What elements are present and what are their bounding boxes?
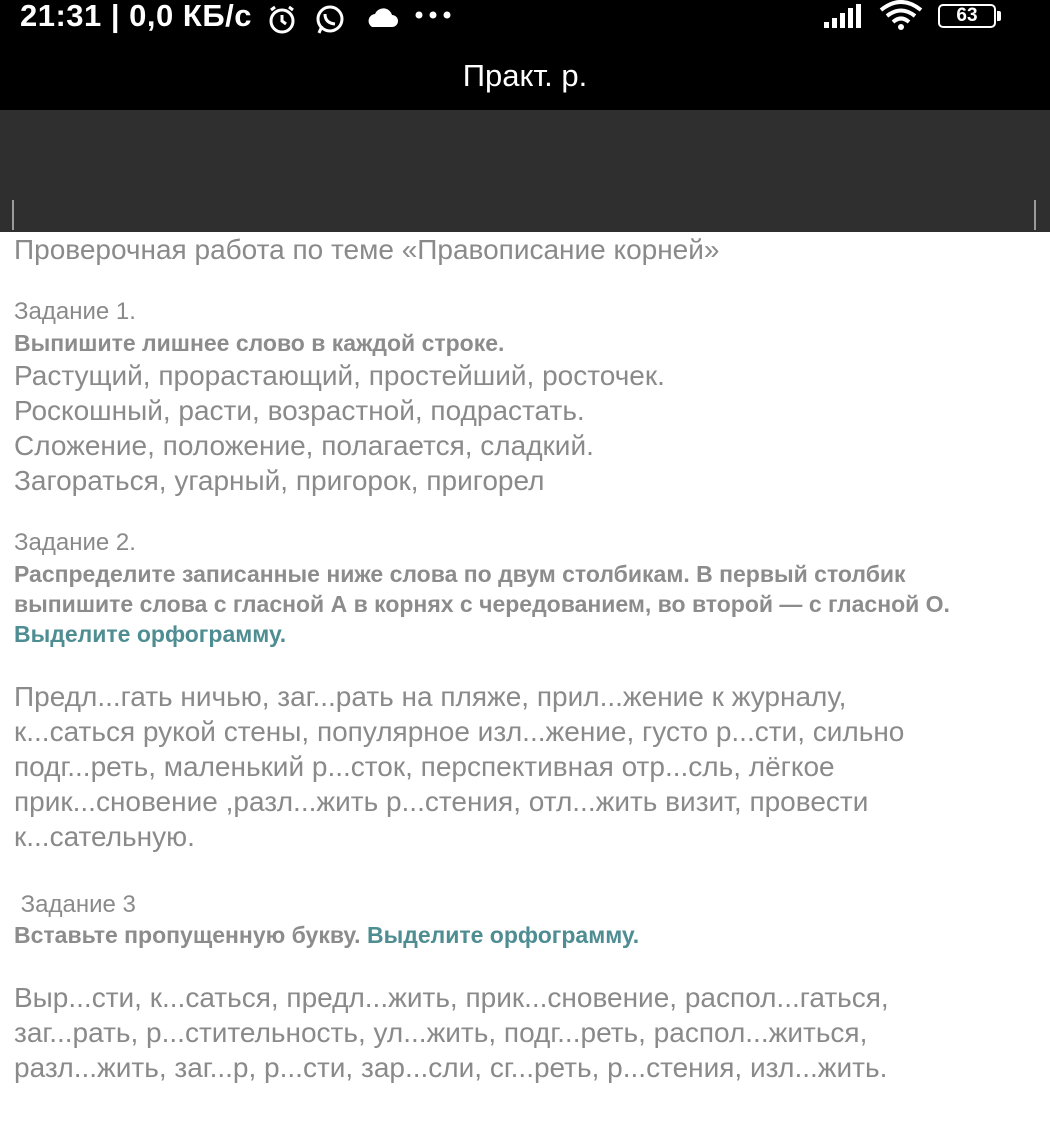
task3-text-line: разл...жить, заг...р, р...сти, зар...сли, сг...реть, р...стения, изл...жить. <box>14 1052 888 1083</box>
page-edge-left <box>12 200 14 230</box>
task2-text-line: к...саться рукой стены, популярное изл...жение, густо р...сти, сильно <box>14 716 905 747</box>
wifi-icon <box>878 0 924 30</box>
task2-text-line: Предл...гать ничью, заг...рать на пляже, прил...жение к журналу, <box>14 681 847 712</box>
task3-text-line: Выр...сти, к...саться, предл...жить, прик...сновение, распол...гаться, <box>14 982 889 1013</box>
task2-label: Задание 2. <box>14 529 136 556</box>
task1-label: Задание 1. <box>14 298 136 325</box>
task3-text-line: заг...рать, р...стительность, ул...жить, подг...реть, распол...житься, <box>14 1017 868 1048</box>
app-title: Практ. р. <box>462 58 588 93</box>
app-bar <box>0 40 1050 110</box>
task1-line: Сложение, положение, полагается, сладкий. <box>14 430 594 461</box>
document-toolbar <box>0 110 1050 232</box>
task1-line: Роскошный, расти, возрастной, подрастать. <box>14 395 585 426</box>
battery-level: 63 <box>956 5 978 26</box>
task2-instruction: Распределите записанные ниже слова по двум столбикам. В первый столбик <box>14 561 906 587</box>
task2-highlight: Выделите орфограмму. <box>14 621 287 647</box>
cloud-icon <box>364 5 400 29</box>
task3-label: Задание 3 <box>14 891 136 918</box>
task3-highlight: Выделите орфограмму. <box>366 922 640 948</box>
document-page <box>0 232 1050 1145</box>
task3-instruction: Вставьте пропущенную букву. <box>14 922 367 948</box>
signal-icon <box>822 4 862 28</box>
alarm-icon <box>266 4 298 36</box>
task2-text-line: подг...реть, маленький р...сток, перспективная отр...сль, лёгкое <box>14 751 835 782</box>
task1-line: Растущий, прорастающий, простейший, росточек. <box>14 360 665 391</box>
document-title: Проверочная работа по теме «Правописание корней» <box>14 234 720 265</box>
task2-instruction: выпишите слова с гласной А в корнях с чередованием, во второй — с гласной О. <box>14 591 950 617</box>
battery-tip <box>997 11 1001 21</box>
status-bar <box>0 0 1050 40</box>
battery-icon <box>938 4 996 28</box>
task1-line: Загораться, угарный, пригорок, пригорел <box>14 465 545 496</box>
whatsapp-icon <box>313 3 347 37</box>
task1-instruction: Выпишите лишнее слово в каждой строке. <box>14 330 505 356</box>
more-dots-icon <box>414 10 454 20</box>
task2-text-line: к...сательную. <box>14 821 195 852</box>
task2-text-line: прик...сновение ,разл...жить р...стения, отл...жить визит, провести <box>14 786 869 817</box>
status-time-speed: 21:31 | 0,0 КБ/с <box>20 0 252 33</box>
task3-instruction-row <box>14 922 639 949</box>
page-edge-right <box>1034 200 1036 230</box>
